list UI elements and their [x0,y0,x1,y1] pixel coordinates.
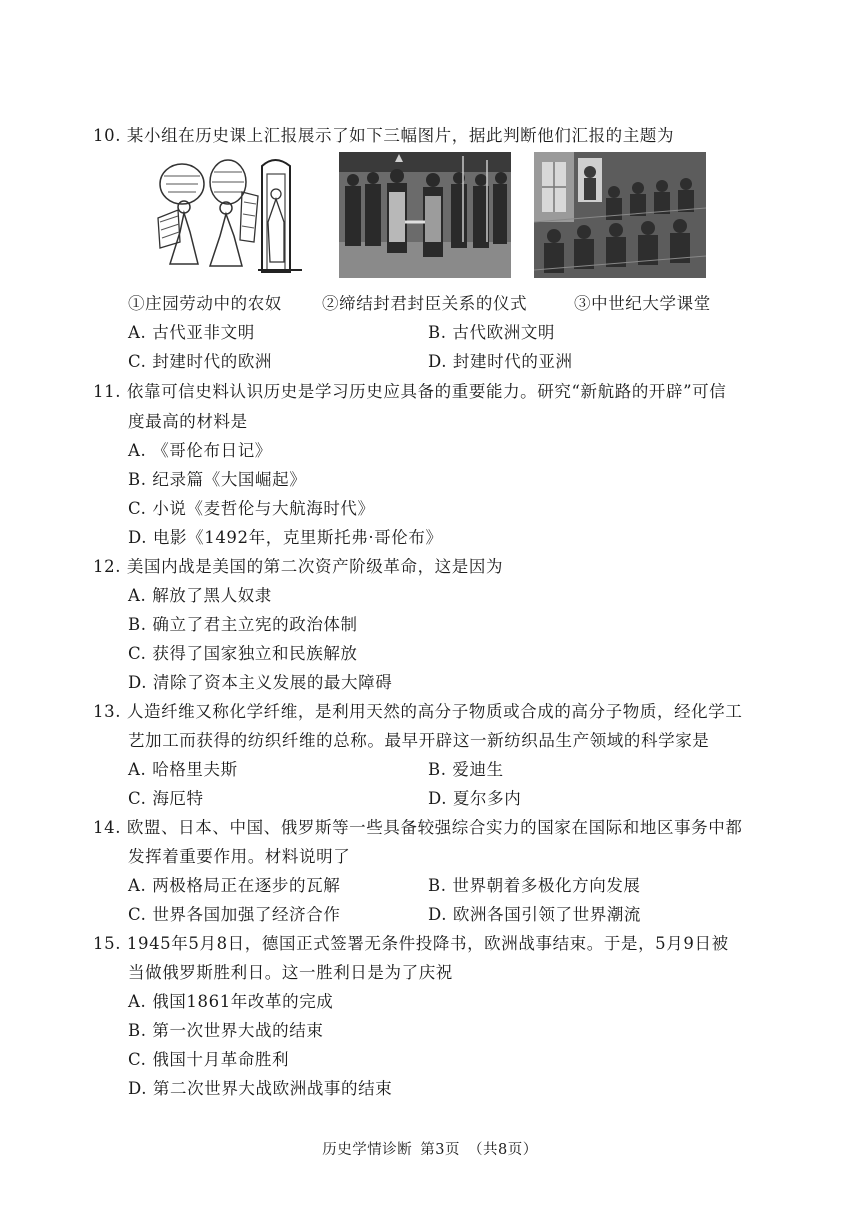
question-14-stem-line-2: 发挥着重要作用。材料说明了 [128,847,351,866]
vassal-ceremony-image [339,152,511,278]
question-10-images [150,152,710,282]
question-12-option-c: C. 获得了国家独立和民族解放 [128,644,358,663]
footer-total-pages: （共8页） [468,1142,538,1158]
serfs-woodcut-image [150,152,312,278]
question-10-captions [0,293,860,315]
question-15-option-d: D. 第二次世界大战欧洲战事的结束 [128,1079,393,1098]
question-10-option-a: A. 古代亚非文明 [128,323,255,342]
question-10-option-c: C. 封建时代的欧洲 [128,352,273,371]
question-14-stem-line-1: 14. 欧盟、日本、中国、俄罗斯等一些具备较强综合实力的国家在国际和地区事务中都 [93,818,743,837]
question-15-option-a: A. 俄国1861年改革的完成 [128,992,334,1011]
question-12-option-a: A. 解放了黑人奴隶 [128,586,272,605]
question-12-option-d: D. 清除了资本主义发展的最大障碍 [128,673,393,692]
question-12-option-b: B. 确立了君主立宪的政治体制 [128,615,358,634]
question-15-option-c: C. 俄国十月革命胜利 [128,1050,290,1069]
page-footer [0,1138,860,1159]
question-11-option-b: B. 纪录篇《大国崛起》 [128,470,307,489]
footer-title: 历史学情诊断 [322,1142,413,1158]
question-11-stem-line-2: 度最高的材料是 [128,412,248,431]
question-11-option-a: A. 《哥伦布日记》 [128,441,272,460]
question-13-option-d: D. 夏尔多内 [428,789,522,808]
question-11-stem-line-1: 11. 依靠可信史料认识历史是学习历史应具备的重要能力。研究“新航路的开辟”可信 [93,382,727,401]
question-13-option-c: C. 海厄特 [128,789,204,808]
question-12-stem: 12. 美国内战是美国的第二次资产阶级革命，这是因为 [93,557,504,576]
question-11-option-d: D. 电影《1492年，克里斯托弗·哥伦布》 [128,528,443,547]
caption-3: ③中世纪大学课堂 [574,294,711,313]
question-11-option-c: C. 小说《麦哲伦与大航海时代》 [128,499,375,518]
question-10-option-d: D. 封建时代的亚洲 [428,352,573,371]
question-14-option-a: A. 两极格局正在逐步的瓦解 [128,876,341,895]
caption-1: ①庄园劳动中的农奴 [128,294,282,313]
question-14-option-d: D. 欧洲各国引领了世界潮流 [428,905,642,924]
question-13-option-b: B. 爱迪生 [428,760,504,779]
question-13-stem-line-1: 13. 人造纤维又称化学纤维，是利用天然的高分子物质或合成的高分子物质，经化学工 [93,702,743,721]
question-15-stem-line-2: 当做俄罗斯胜利日。这一胜利日是为了庆祝 [128,963,453,982]
question-13-option-a: A. 哈格里夫斯 [128,760,238,779]
question-14-option-c: C. 世界各国加强了经济合作 [128,905,341,924]
university-classroom-image [534,152,706,278]
question-13-stem-line-2: 艺加工而获得的纺织纤维的总称。最早开辟这一新纺织品生产领域的科学家是 [128,731,710,750]
question-15-stem-line-1: 15. 1945年5月8日，德国正式签署无条件投降书，欧洲战事结束。于是，5月9日被 [93,934,729,953]
question-10-option-b: B. 古代欧洲文明 [428,323,556,342]
question-10-stem: 10. 某小组在历史课上汇报展示了如下三幅图片，据此判断他们汇报的主题为 [93,126,675,145]
caption-2: ②缔结封君封臣关系的仪式 [322,294,528,313]
question-14-option-b: B. 世界朝着多极化方向发展 [428,876,641,895]
footer-page-number: 第3页 [420,1142,460,1158]
question-15-option-b: B. 第一次世界大战的结束 [128,1021,324,1040]
